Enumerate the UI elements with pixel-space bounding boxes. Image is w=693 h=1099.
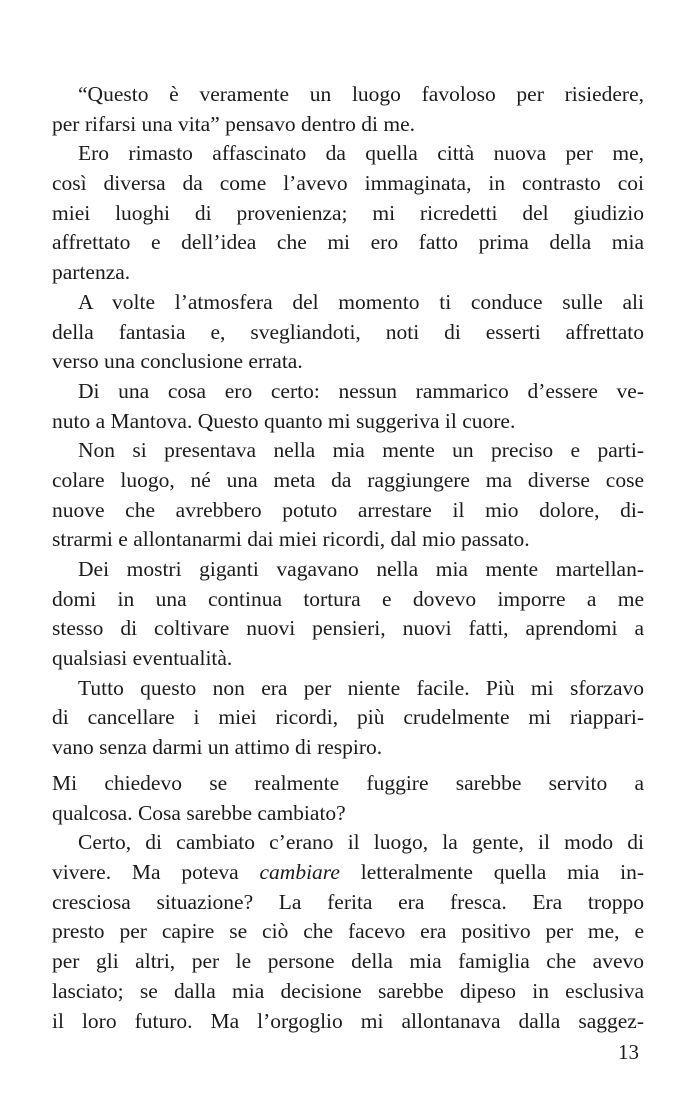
text-fragment: vivere. Ma poteva xyxy=(52,860,260,885)
text-line: il loro futuro. Ma l’orgoglio mi allontanava dalla saggez- xyxy=(52,1008,644,1033)
text-line: così diversa da come l’avevo immaginata, in contrasto coi xyxy=(52,171,644,196)
text-section-1 xyxy=(52,80,644,763)
text-line: Non si presentava nella mia mente un preciso e parti- xyxy=(78,438,644,463)
text-line: Di una cosa ero certo: nessun rammarico d’essere ve- xyxy=(78,378,644,403)
text-line: per gli altri, per le persone della mia famiglia che avevo xyxy=(52,949,644,974)
text-fragment: letteralmente quella mia in- xyxy=(339,860,645,885)
text-line: A volte l’atmosfera del momento ti conduce sulle ali xyxy=(78,289,644,314)
text-section-2 xyxy=(52,769,644,1036)
page-number: 13 xyxy=(618,1040,639,1064)
text-line: nuove che avrebbero potuto arrestare il mio dolore, di- xyxy=(52,497,644,522)
text-line: colare luogo, né una meta da raggiungere ma diverse cose xyxy=(52,467,644,492)
text-line: strarmi e allontanarmi dai miei ricordi, dal mio passato. xyxy=(52,527,530,552)
text-line: Mi chiedevo se realmente fuggire sarebbe servito a xyxy=(52,771,644,795)
text-line: miei luoghi di provenienza; mi ricredetti del giudizio xyxy=(52,200,644,225)
text-line: Dei mostri giganti vagavano nella mia mente martellan- xyxy=(78,557,644,581)
text-line: Certo, di cambiato c’erano il luogo, la gente, il modo di xyxy=(78,830,644,855)
text-line: Ero rimasto affascinato da quella città nuova per me, xyxy=(78,141,644,166)
text-line: partenza. xyxy=(52,260,131,285)
text-line: verso una conclusione errata. xyxy=(52,349,303,374)
text-line: di cancellare i miei ricordi, più crudelmente mi riappari- xyxy=(52,705,644,730)
text-line: qualsiasi eventualità. xyxy=(52,646,233,671)
text-line: “Questo è veramente un luogo favoloso per risiedere, xyxy=(78,82,644,106)
text-line: Tutto questo non era per niente facile. Più mi sforzavo xyxy=(78,675,644,700)
text-line: nuto a Mantova. Questo quanto mi suggeriva il cuore. xyxy=(52,408,516,433)
text-line: lasciato; se dalla mia decisione sarebbe dipeso in esclusiva xyxy=(52,978,644,1003)
text-line: della fantasia e, svegliandoti, noti di esserti affrettato xyxy=(52,319,644,344)
text-line: affrettato e dell’idea che mi ero fatto prima della mia xyxy=(52,230,644,255)
text-line xyxy=(52,858,644,888)
text-line: domi in una continua tortura e dovevo imporre a me xyxy=(52,586,644,611)
text-line: per rifarsi una vita” pensavo dentro di me. xyxy=(52,111,415,136)
text-line: vano senza darmi un attimo di respiro. xyxy=(52,735,383,760)
text-line: stesso di coltivare nuovi pensieri, nuovi fatti, aprendomi a xyxy=(52,616,644,641)
text-line: cresciosa situazione? La ferita era fresca. Era troppo xyxy=(52,889,644,914)
italic-word: cambiare xyxy=(259,860,340,885)
text-line: qualcosa. Cosa sarebbe cambiato? xyxy=(52,800,346,825)
text-line: presto per capire se ciò che facevo era positivo per me, e xyxy=(52,919,644,944)
